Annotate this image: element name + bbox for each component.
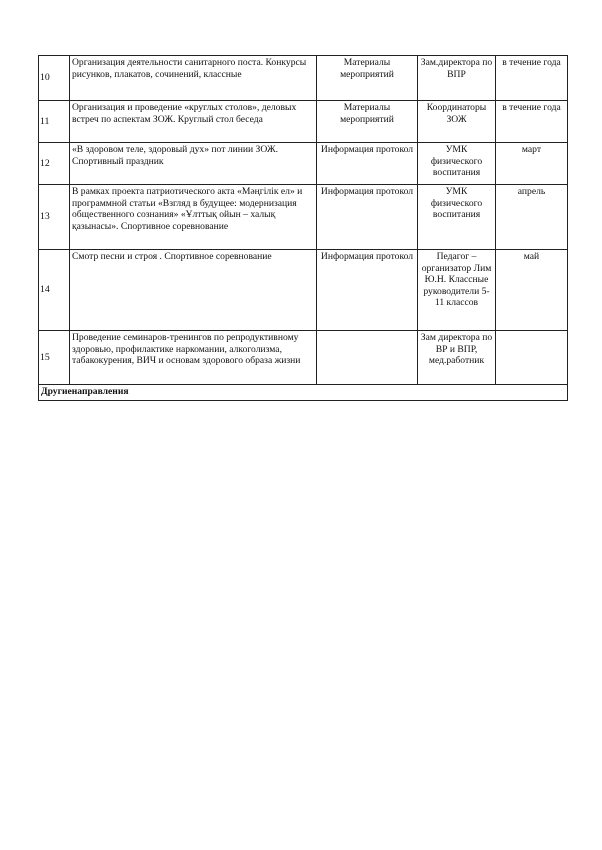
table-row <box>39 331 568 385</box>
section-title: Другиенаправления <box>39 385 568 401</box>
event-cell: Проведение семинаров-тренингов по репродуктивному здоровью, профилактике наркомании, алкоголизма, табакокурения, ВИЧ и основам здорового образа жизни <box>70 331 317 385</box>
term-cell: в течение года <box>496 56 568 101</box>
responsible-cell: Педагог – организатор Лим Ю.Н. Классные руководители 5-11 классов <box>418 250 496 331</box>
document-page <box>38 55 567 401</box>
row-number: 14 <box>39 250 70 331</box>
term-cell: в течение года <box>496 101 568 143</box>
table-row <box>39 101 568 143</box>
plan-table <box>38 55 568 401</box>
event-cell: «В здоровом теле, здоровый дух» пот линии ЗОЖ. Спортивный праздник <box>70 143 317 185</box>
table-row <box>39 185 568 250</box>
table-row <box>39 56 568 101</box>
row-number: 15 <box>39 331 70 385</box>
responsible-cell: Зам директора по ВР и ВПР, мед.работник <box>418 331 496 385</box>
event-cell: В рамках проекта патриотического акта «Мәңгілік ел» и программной статьи «Взгляд в будущее: модернизация общественного сознания» «Ұлттық ойын – халық қазынасы». Спортивное соревнование <box>70 185 317 250</box>
row-number: 13 <box>39 185 70 250</box>
responsible-cell: Зам.директора по ВПР <box>418 56 496 101</box>
form-cell: Информация протокол <box>317 250 418 331</box>
term-cell <box>496 331 568 385</box>
term-cell: апрель <box>496 185 568 250</box>
form-cell: Материалы мероприятий <box>317 101 418 143</box>
responsible-cell: УМК физического воспитания <box>418 185 496 250</box>
responsible-cell: УМК физического воспитания <box>418 143 496 185</box>
term-cell: май <box>496 250 568 331</box>
section-header-row <box>39 385 568 401</box>
row-number: 11 <box>39 101 70 143</box>
form-cell <box>317 331 418 385</box>
event-cell: Смотр песни и строя . Спортивное соревнование <box>70 250 317 331</box>
row-number: 12 <box>39 143 70 185</box>
event-cell: Организация деятельности санитарного поста. Конкурсы рисунков, плакатов, сочинений, классные <box>70 56 317 101</box>
form-cell: Информация протокол <box>317 143 418 185</box>
form-cell: Материалы мероприятий <box>317 56 418 101</box>
responsible-cell: Координаторы ЗОЖ <box>418 101 496 143</box>
table-row <box>39 143 568 185</box>
table-row <box>39 250 568 331</box>
row-number: 10 <box>39 56 70 101</box>
event-cell: Организация и проведение «круглых столов», деловых встреч по аспектам ЗОЖ. Круглый стол беседа <box>70 101 317 143</box>
form-cell: Информация протокол <box>317 185 418 250</box>
term-cell: март <box>496 143 568 185</box>
